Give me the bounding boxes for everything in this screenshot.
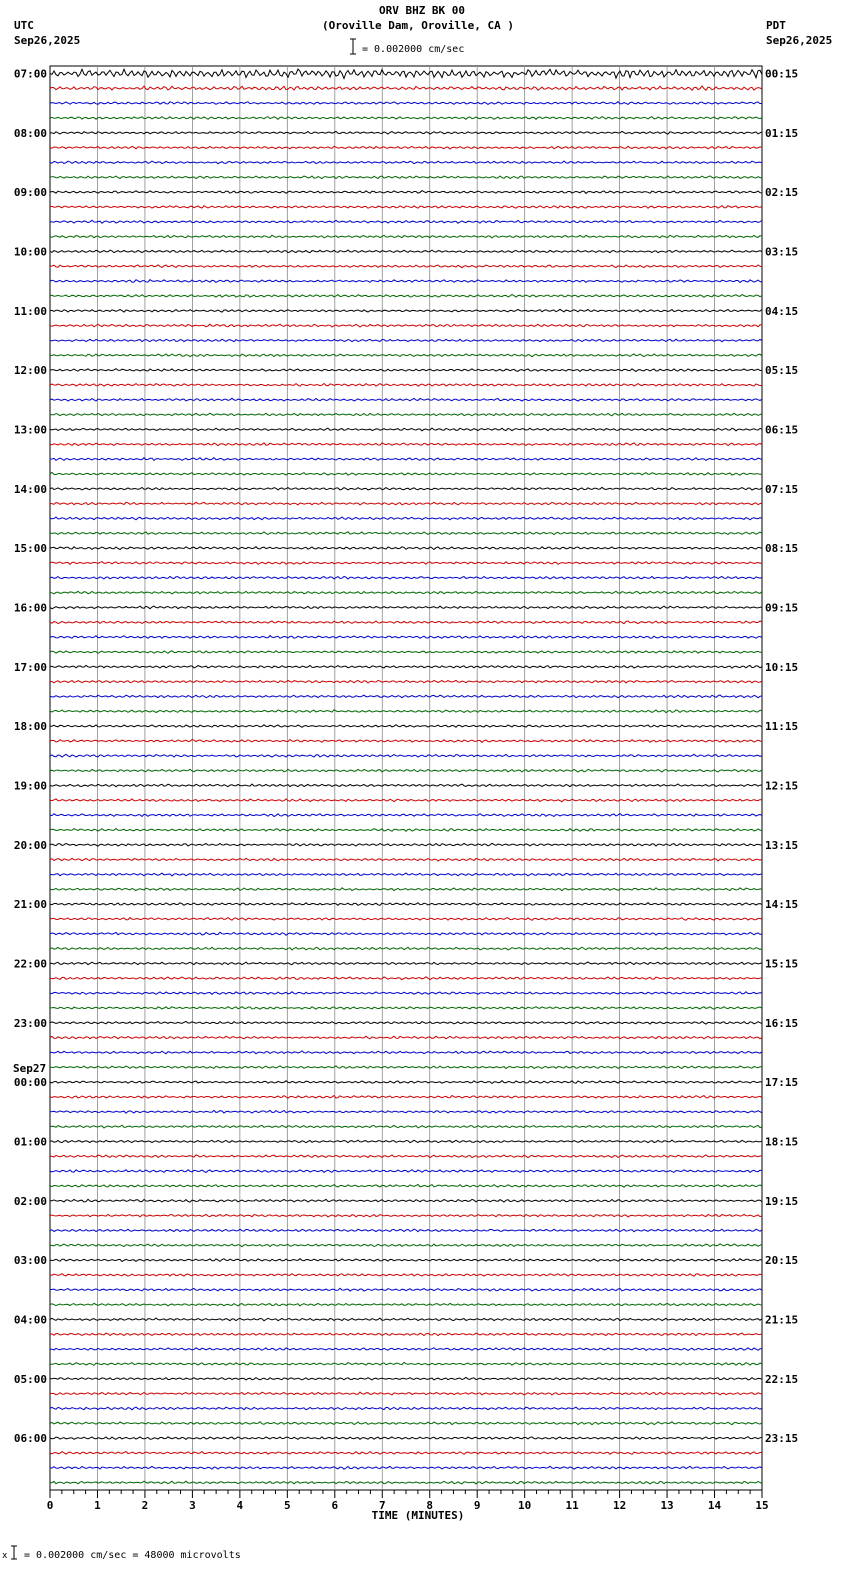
seismic-trace — [50, 1022, 762, 1025]
right-hour-label: 14:15 — [765, 898, 799, 912]
seismic-trace — [50, 1303, 762, 1306]
right-hour-label: 13:15 — [765, 838, 799, 852]
seismic-trace — [50, 947, 762, 950]
seismic-trace — [50, 1199, 762, 1202]
seismic-trace — [50, 69, 762, 78]
seismic-trace — [50, 858, 762, 861]
plot-frame — [50, 66, 762, 1490]
seismic-trace — [50, 1288, 762, 1291]
seismic-trace — [50, 458, 762, 461]
scale-bar-icon — [349, 38, 357, 56]
seismic-trace — [50, 1170, 762, 1173]
x-tick-label: 15 — [755, 1499, 769, 1512]
seismic-trace — [50, 1140, 762, 1143]
seismic-trace — [50, 918, 762, 921]
right-date: Sep26,2025 — [766, 34, 833, 47]
seismic-trace — [50, 962, 762, 965]
right-hour-label: 20:15 — [765, 1254, 799, 1268]
right-hour-label: 02:15 — [765, 186, 799, 200]
footer-scale-bar-icon — [10, 1545, 18, 1561]
right-hour-label: 18:15 — [765, 1135, 799, 1149]
left-hour-label: 03:00 — [13, 1254, 47, 1268]
seismic-trace — [50, 146, 762, 149]
left-hour-label: 11:00 — [13, 304, 47, 318]
left-hour-label: 17:00 — [13, 660, 47, 674]
seismic-trace — [50, 250, 762, 253]
seismic-trace — [50, 651, 762, 654]
left-hour-label: 14:00 — [13, 482, 47, 496]
right-hour-label: 21:15 — [765, 1313, 799, 1327]
right-hour-label: 10:15 — [765, 660, 799, 674]
station-title: ORV BHZ BK 00 — [378, 4, 466, 17]
seismic-trace — [50, 903, 762, 906]
seismic-trace — [50, 665, 762, 668]
right-hour-label: 23:15 — [765, 1432, 799, 1446]
left-hour-label: 12:00 — [13, 364, 47, 378]
right-hour-label: 03:15 — [765, 245, 799, 259]
left-date: Sep26,2025 — [14, 34, 81, 47]
seismic-trace — [50, 428, 762, 431]
seismic-trace — [50, 829, 762, 832]
seismic-trace — [50, 725, 762, 728]
left-timezone: UTC — [14, 19, 34, 32]
right-hour-label: 00:15 — [765, 67, 799, 81]
x-tick-label: 9 — [473, 1499, 481, 1512]
seismic-trace — [50, 443, 762, 446]
seismic-trace — [50, 695, 762, 698]
seismic-trace — [50, 1348, 762, 1351]
seismic-trace — [50, 873, 762, 876]
seismic-trace — [50, 265, 762, 268]
seismic-trace — [50, 1155, 762, 1158]
x-tick-label: 12 — [612, 1499, 627, 1512]
seismic-trace — [50, 680, 762, 683]
seismic-trace — [50, 1096, 762, 1099]
right-hour-label: 15:15 — [765, 957, 799, 971]
seismic-trace — [50, 191, 762, 194]
left-hour-label: 09:00 — [13, 186, 47, 200]
seismic-trace — [50, 843, 762, 846]
seismic-trace — [50, 547, 762, 550]
seismic-trace — [50, 280, 762, 283]
right-hour-label: 11:15 — [765, 720, 799, 734]
seismic-trace — [50, 888, 762, 891]
seismic-trace — [50, 1259, 762, 1262]
seismic-trace — [50, 487, 762, 490]
left-hour-label: 06:00 — [13, 1432, 47, 1446]
seismic-trace — [50, 1437, 762, 1440]
x-tick-label: 3 — [189, 1499, 196, 1512]
seismic-trace — [50, 710, 762, 713]
right-hour-label: 22:15 — [765, 1372, 799, 1386]
seismic-trace — [50, 220, 762, 223]
seismic-trace — [50, 1185, 762, 1188]
x-tick-label: 2 — [141, 1499, 149, 1512]
right-timezone: PDT — [766, 19, 786, 32]
seismic-trace — [50, 131, 762, 134]
right-hour-label: 06:15 — [765, 423, 799, 437]
seismic-trace — [50, 339, 762, 342]
x-tick-label: 8 — [426, 1499, 434, 1512]
right-hour-label: 16:15 — [765, 1016, 799, 1030]
left-hour-label: 19:00 — [13, 779, 47, 793]
seismic-trace — [50, 932, 762, 935]
seismic-trace — [50, 1466, 762, 1469]
seismic-trace — [50, 754, 762, 757]
right-hour-label: 07:15 — [765, 482, 799, 496]
left-hour-label: 04:00 — [13, 1313, 47, 1327]
left-hour-label: 05:00 — [13, 1372, 47, 1386]
right-hour-label: 04:15 — [765, 304, 799, 318]
left-hour-label: 07:00 — [13, 67, 47, 81]
left-hour-label: 16:00 — [13, 601, 47, 615]
seismic-trace — [50, 413, 762, 416]
seismic-trace — [50, 398, 762, 401]
footer-marker: x — [2, 1551, 8, 1561]
seismic-trace — [50, 1377, 762, 1380]
seismic-trace — [50, 740, 762, 743]
seismic-trace — [50, 86, 762, 90]
seismic-trace — [50, 814, 762, 817]
left-hour-label: 23:00 — [13, 1016, 47, 1030]
seismic-trace — [50, 1422, 762, 1425]
right-hour-label: 05:15 — [765, 364, 799, 378]
left-hour-label: 20:00 — [13, 838, 47, 852]
left-hour-label: 08:00 — [13, 126, 47, 140]
seismic-trace — [50, 1481, 762, 1484]
seismic-trace — [50, 1214, 762, 1217]
seismic-trace — [50, 1110, 762, 1113]
seismic-trace — [50, 117, 762, 120]
seismic-trace — [50, 606, 762, 609]
seismic-trace — [50, 502, 762, 505]
left-hour-label: 18:00 — [13, 720, 47, 734]
station-location: (Oroville Dam, Oroville, CA ) — [321, 19, 515, 32]
seismic-trace — [50, 591, 762, 594]
right-hour-label: 01:15 — [765, 126, 799, 140]
seismic-trace — [50, 977, 762, 980]
seismic-trace — [50, 1392, 762, 1395]
right-hour-label: 09:15 — [765, 601, 799, 615]
x-tick-label: 7 — [378, 1499, 386, 1512]
seismic-trace — [50, 562, 762, 565]
right-hour-label: 08:15 — [765, 542, 799, 556]
seismic-trace — [50, 354, 762, 357]
seismic-trace — [50, 1229, 762, 1232]
scale-text: = 0.002000 cm/sec — [362, 44, 465, 55]
seismic-trace — [50, 384, 762, 387]
right-hour-label: 12:15 — [765, 779, 799, 793]
seismic-trace — [50, 1318, 762, 1321]
seismic-trace — [50, 1407, 762, 1410]
seismic-trace — [50, 1452, 762, 1455]
x-tick-label: 10 — [518, 1499, 532, 1512]
left-hour-label: 22:00 — [13, 957, 47, 971]
seismic-trace — [50, 517, 762, 520]
left-hour-label: 10:00 — [13, 245, 47, 259]
seismic-trace — [50, 1244, 762, 1247]
seismic-trace — [50, 161, 762, 164]
seismic-trace — [50, 1274, 762, 1277]
seismic-trace — [50, 532, 762, 535]
seismic-trace — [50, 472, 762, 475]
left-hour-label: 02:00 — [13, 1194, 47, 1208]
seismic-trace — [50, 992, 762, 995]
seismic-trace — [50, 102, 762, 105]
seismic-trace — [50, 1081, 762, 1084]
x-tick-label: 5 — [284, 1499, 291, 1512]
seismic-trace — [50, 621, 762, 624]
seismic-trace — [50, 799, 762, 802]
x-tick-label: 6 — [331, 1499, 339, 1512]
seismic-trace — [50, 295, 762, 298]
seismic-trace — [50, 176, 762, 179]
x-tick-label: 14 — [707, 1499, 722, 1512]
x-axis-label: TIME (MINUTES) — [371, 1509, 465, 1522]
seismic-trace — [50, 1125, 762, 1128]
seismic-trace — [50, 369, 762, 372]
seismic-trace — [50, 1362, 762, 1365]
x-tick-label: 1 — [94, 1499, 101, 1512]
x-tick-label: 11 — [565, 1499, 579, 1512]
seismic-trace — [50, 324, 762, 327]
footer-scale-note: = 0.002000 cm/sec = 48000 microvolts — [24, 1550, 241, 1561]
seismic-trace — [50, 784, 762, 787]
seismic-trace — [50, 1036, 762, 1039]
seismic-trace — [50, 769, 762, 772]
left-hour-label: 21:00 — [13, 898, 47, 912]
seismic-trace — [50, 235, 762, 238]
seismic-trace — [50, 1066, 762, 1069]
x-tick-label: 0 — [46, 1499, 54, 1512]
left-hour-label: 01:00 — [13, 1135, 47, 1149]
x-tick-label: 4 — [236, 1499, 244, 1512]
x-tick-label: 13 — [660, 1499, 674, 1512]
seismic-trace — [50, 206, 762, 209]
right-hour-label: 17:15 — [765, 1076, 799, 1090]
seismic-trace — [50, 636, 762, 639]
right-hour-label: 19:15 — [765, 1194, 799, 1208]
seismic-trace — [50, 1007, 762, 1010]
seismic-trace — [50, 309, 762, 312]
left-hour-label: 13:00 — [13, 423, 47, 437]
seismic-trace — [50, 1051, 762, 1054]
date-change-label: Sep27 — [13, 1062, 47, 1076]
left-hour-label: 00:00 — [13, 1076, 47, 1090]
left-hour-label: 15:00 — [13, 542, 47, 556]
seismic-trace — [50, 1333, 762, 1336]
seismic-trace — [50, 576, 762, 579]
